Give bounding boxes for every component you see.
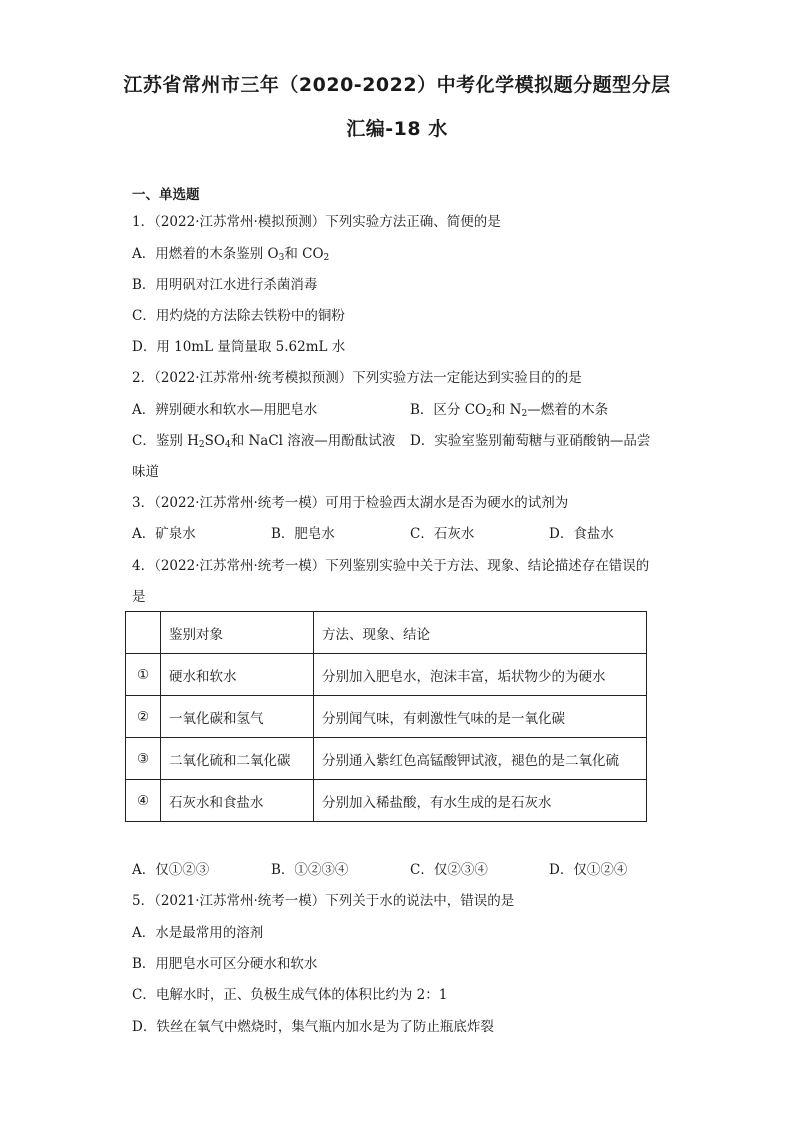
q2-option-b: B．区分 $CO_2$和 $N_2—$燃着的木条 (410, 402, 609, 419)
table-cell-method: 分别加入肥皂水，泡沫丰富，垢状物少的为硬水 (314, 654, 647, 696)
q4-table (125, 611, 647, 822)
table-row (126, 654, 647, 696)
q5-option-d: D．铁丝在氧气中燃烧时，集气瓶内加水是为了防止瓶底炸裂 (132, 1019, 494, 1035)
table-row (126, 696, 647, 738)
table-cell-index: ④ (126, 780, 161, 822)
table-cell-object: 硬水和软水 (161, 654, 314, 696)
table-cell-index: ② (126, 696, 161, 738)
q2-option-d: D．实验室鉴别葡萄糖与亚硝酸钠—品尝 (410, 433, 651, 449)
q1-option-d: D．用 10mL 量筒量取 5.62mL 水 (132, 339, 346, 355)
q1-option-c: C．用灼烧的方法除去铁粉中的铜粉 (132, 308, 345, 324)
q1-option-b: B．用明矾对江水进行杀菌消毒 (132, 277, 318, 293)
table-cell-object: 石灰水和食盐水 (161, 780, 314, 822)
document-title-line-1: 江苏省常州市三年（2020-2022）中考化学模拟题分题型分层 (123, 74, 671, 96)
table-header-cell: 鉴别对象 (161, 612, 314, 654)
table-cell-index: ③ (126, 738, 161, 780)
q4-option-d: D．仅①②④ (549, 862, 628, 878)
section-heading: 一、单选题 (132, 187, 200, 203)
q3-option-b: B．肥皂水 (271, 526, 335, 542)
q2-option-a: A．辨别硬水和软水—用肥皂水 (132, 402, 318, 418)
q4-stem-continued: 是 (132, 589, 146, 605)
q4-stem: 4．（2022·江苏常州·统考一模）下列鉴别实验中关于方法、现象、结论描述存在错误的 (132, 558, 650, 574)
table-cell-method: 分别加入稀盐酸，有水生成的是石灰水 (314, 780, 647, 822)
q5-option-a: A．水是最常用的溶剂 (132, 925, 264, 941)
q4-option-c: C．仅②③④ (410, 862, 488, 878)
q3-option-c: C．石灰水 (410, 526, 475, 542)
q4-option-a: A．仅①②③ (132, 862, 210, 878)
table-header-cell (126, 612, 161, 654)
q4-option-b: B．①②③④ (271, 862, 349, 878)
table-row (126, 780, 647, 822)
table-header-row (126, 612, 647, 654)
q5-stem: 5．（2021·江苏常州·统考一模）下列关于水的说法中，错误的是 (132, 893, 515, 909)
table-cell-object: 二氧化硫和二氧化碳 (161, 738, 314, 780)
q1-option-a: A．用燃着的木条鉴别 $O_3$和 $CO_2$ (132, 246, 330, 263)
q5-option-c: C．电解水时，正、负极生成气体的体积比约为 2：1 (132, 987, 448, 1003)
table-row (126, 738, 647, 780)
document-title-line-2: 汇编-18 水 (346, 118, 448, 140)
q2-option-c: C．鉴别 $H_2SO_4$和 NaCl 溶液—用酚酞试液 (132, 433, 396, 450)
table-header-cell: 方法、现象、结论 (314, 612, 647, 654)
q3-stem: 3．（2022·江苏常州·统考一模）可用于检验西太湖水是否为硬水的试剂为 (132, 495, 569, 511)
q3-option-a: A．矿泉水 (132, 526, 196, 542)
table-cell-object: 一氧化碳和氢气 (161, 696, 314, 738)
table-cell-method: 分别通入紫红色高锰酸钾试液，褪色的是二氧化硫 (314, 738, 647, 780)
q1-stem: 1．（2022·江苏常州·模拟预测）下列实验方法正确、简便的是 (132, 214, 501, 230)
q3-option-d: D．食盐水 (549, 526, 614, 542)
q2-stem: 2．（2022·江苏常州·统考模拟预测）下列实验方法一定能达到实验目的的是 (132, 370, 582, 386)
table-cell-index: ① (126, 654, 161, 696)
q5-option-b: B．用肥皂水可区分硬水和软水 (132, 956, 318, 972)
table-cell-method: 分别闻气味，有刺激性气味的是一氧化碳 (314, 696, 647, 738)
q2-option-d-continued: 味道 (132, 464, 159, 480)
